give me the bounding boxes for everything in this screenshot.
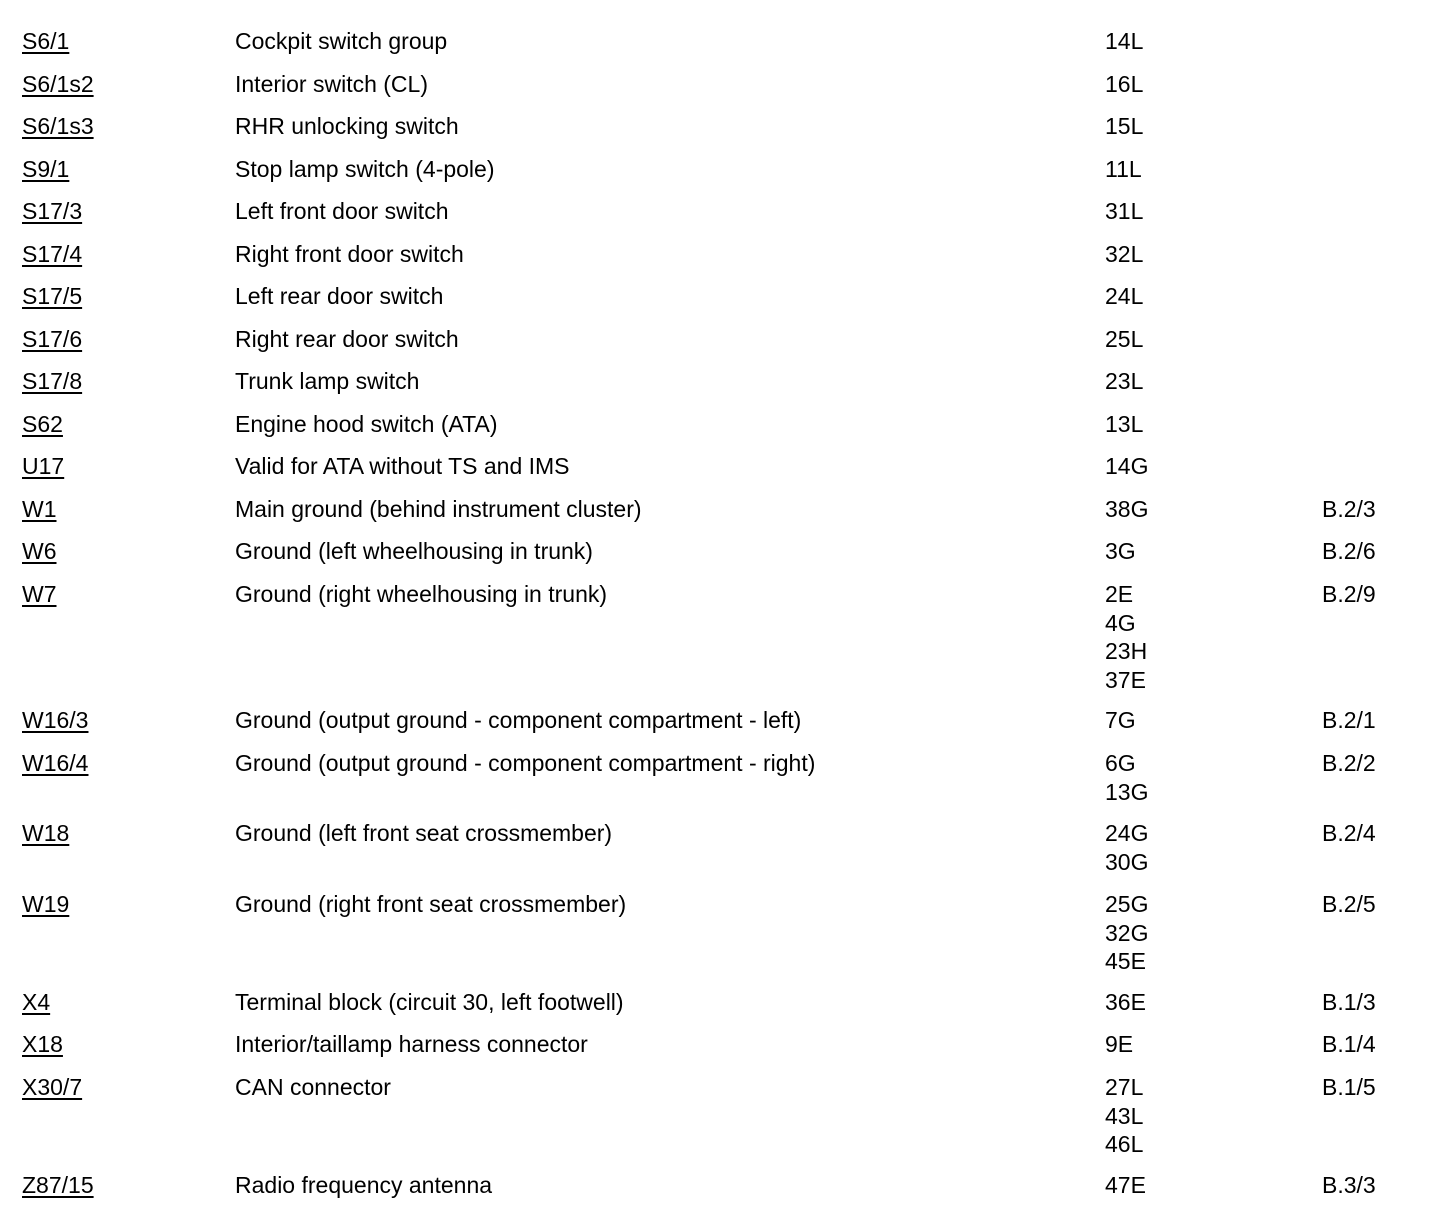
component-code-link[interactable]: W18 (22, 820, 70, 846)
component-description: Ground (output ground - component compartment - left) (235, 707, 802, 733)
grid-coordinate: 6G (1105, 750, 1136, 776)
grid-coordinates (1105, 819, 1148, 876)
grid-coordinates (1105, 1030, 1133, 1059)
grid-coordinates (1105, 1073, 1143, 1159)
location-reference: B.2/5 (1322, 891, 1376, 917)
grid-coordinate: 36E (1105, 989, 1146, 1015)
component-code-link[interactable]: S17/8 (22, 368, 83, 394)
grid-coordinate: 31L (1105, 198, 1144, 224)
component-description: Right front door switch (235, 241, 464, 267)
component-description: Interior switch (CL) (235, 71, 428, 97)
component-code-link[interactable]: S6/1 (22, 28, 70, 54)
grid-coordinate: 2E (1105, 581, 1134, 607)
component-description: Ground (left front seat crossmember) (235, 820, 613, 846)
component-description: Radio frequency antenna (235, 1172, 493, 1198)
component-code-link[interactable]: Z87/15 (22, 1172, 94, 1198)
component-description: Engine hood switch (ATA) (235, 411, 498, 437)
component-description: Interior/taillamp harness connector (235, 1031, 588, 1057)
grid-coordinate: 3G (1105, 538, 1136, 564)
grid-coordinates (1105, 240, 1143, 269)
grid-coordinate: 43L (1105, 1102, 1144, 1129)
location-reference: B.1/5 (1322, 1074, 1376, 1100)
component-description: CAN connector (235, 1074, 391, 1100)
grid-coordinate: 7G (1105, 707, 1136, 733)
grid-coordinate: 14G (1105, 453, 1149, 479)
component-description: Main ground (behind instrument cluster) (235, 496, 642, 522)
component-description: Ground (output ground - component compartment - right) (235, 750, 816, 776)
grid-coordinates (1105, 112, 1143, 141)
grid-coordinates (1105, 155, 1142, 184)
component-description: Right rear door switch (235, 326, 459, 352)
component-description: Ground (left wheelhousing in trunk) (235, 538, 593, 564)
grid-coordinates (1105, 70, 1143, 99)
component-code-link[interactable]: S17/4 (22, 241, 83, 267)
grid-coordinates (1105, 706, 1136, 735)
location-reference: B.1/3 (1322, 989, 1376, 1015)
location-reference: B.3/3 (1322, 1172, 1376, 1198)
grid-coordinate: 25L (1105, 326, 1144, 352)
component-code-link[interactable]: W16/3 (22, 707, 89, 733)
grid-coordinate: 13G (1105, 778, 1149, 805)
grid-coordinates (1105, 367, 1143, 396)
component-description: Ground (right wheelhousing in trunk) (235, 581, 608, 607)
component-code-link[interactable]: X4 (22, 989, 51, 1015)
component-description: Trunk lamp switch (235, 368, 420, 394)
component-description: Stop lamp switch (4-pole) (235, 156, 495, 182)
location-reference: B.2/1 (1322, 707, 1376, 733)
component-description: Terminal block (circuit 30, left footwell) (235, 989, 624, 1015)
grid-coordinate: 24L (1105, 283, 1144, 309)
location-reference: B.2/3 (1322, 496, 1376, 522)
location-reference: B.2/6 (1322, 538, 1376, 564)
grid-coordinate: 25G (1105, 891, 1149, 917)
component-code-link[interactable]: S6/1s2 (22, 71, 94, 97)
grid-coordinate: 16L (1105, 71, 1144, 97)
grid-coordinates (1105, 749, 1148, 806)
component-code-link[interactable]: S9/1 (22, 156, 70, 182)
grid-coordinate: 23L (1105, 368, 1144, 394)
component-code-link[interactable]: W19 (22, 891, 70, 917)
component-code-link[interactable]: W1 (22, 496, 57, 522)
component-code-link[interactable]: U17 (22, 453, 65, 479)
component-description: Cockpit switch group (235, 28, 448, 54)
grid-coordinates (1105, 197, 1143, 226)
component-code-link[interactable]: X18 (22, 1031, 63, 1057)
grid-coordinate: 45E (1105, 948, 1146, 974)
grid-coordinate: 15L (1105, 113, 1144, 139)
component-description: Left rear door switch (235, 283, 444, 309)
grid-coordinate: 23H (1105, 638, 1148, 664)
grid-coordinates (1105, 988, 1146, 1017)
grid-coordinate: 11L (1105, 156, 1142, 182)
component-code-link[interactable]: X30/7 (22, 1074, 83, 1100)
location-reference: B.2/9 (1322, 581, 1376, 607)
grid-coordinates (1105, 890, 1148, 976)
component-code-link[interactable]: S62 (22, 411, 63, 437)
location-reference: B.2/2 (1322, 750, 1376, 776)
component-description: Valid for ATA without TS and IMS (235, 453, 570, 479)
grid-coordinate: 46L (1105, 1131, 1144, 1157)
location-reference: B.2/4 (1322, 820, 1376, 846)
grid-coordinate: 14L (1105, 28, 1144, 54)
component-code-link[interactable]: S6/1s3 (22, 113, 94, 139)
grid-coordinate: 32G (1105, 919, 1149, 946)
grid-coordinates (1105, 495, 1148, 524)
component-description: Ground (right front seat crossmember) (235, 891, 627, 917)
grid-coordinate: 47E (1105, 1172, 1146, 1198)
component-code-link[interactable]: S17/3 (22, 198, 83, 224)
grid-coordinates (1105, 537, 1136, 566)
grid-coordinate: 4G (1105, 609, 1136, 636)
component-code-link[interactable]: W6 (22, 538, 57, 564)
component-description: RHR unlocking switch (235, 113, 459, 139)
grid-coordinate: 24G (1105, 820, 1149, 846)
grid-coordinate: 37E (1105, 666, 1146, 693)
grid-coordinate: 27L (1105, 1074, 1144, 1100)
grid-coordinates (1105, 452, 1148, 481)
component-description: Left front door switch (235, 198, 449, 224)
grid-coordinate: 38G (1105, 496, 1149, 522)
grid-coordinates (1105, 410, 1143, 439)
grid-coordinates (1105, 580, 1147, 694)
grid-coordinate: 32L (1105, 241, 1144, 267)
component-code-link[interactable]: W16/4 (22, 750, 89, 776)
grid-coordinates (1105, 282, 1143, 311)
grid-coordinate: 30G (1105, 848, 1149, 875)
grid-coordinates (1105, 27, 1143, 56)
component-code-link[interactable]: S17/6 (22, 326, 83, 352)
component-code-link[interactable]: S17/5 (22, 283, 83, 309)
location-reference: B.1/4 (1322, 1031, 1376, 1057)
component-code-link[interactable]: W7 (22, 581, 57, 607)
grid-coordinate: 9E (1105, 1031, 1134, 1057)
grid-coordinates (1105, 325, 1143, 354)
grid-coordinate: 13L (1105, 411, 1144, 437)
grid-coordinates (1105, 1171, 1146, 1200)
